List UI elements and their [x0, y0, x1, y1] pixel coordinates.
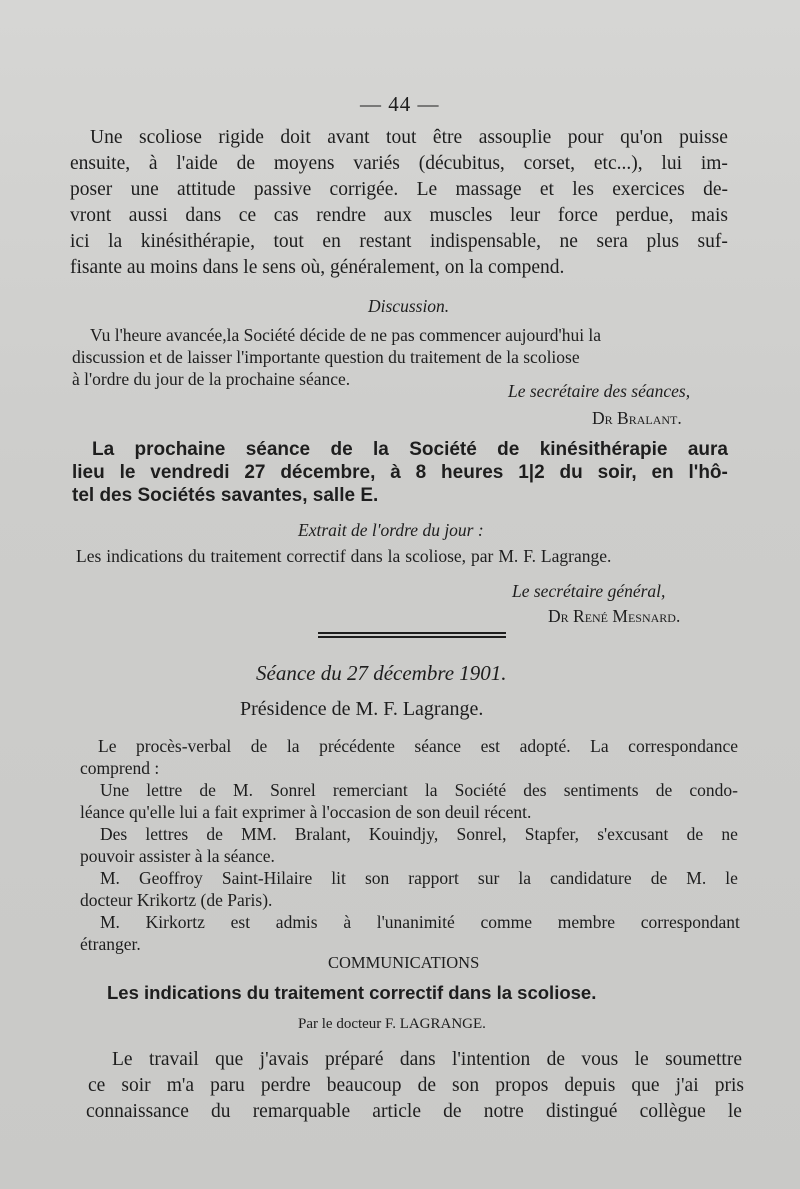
word: M. — [100, 868, 120, 888]
word: kinésithérapie — [539, 439, 668, 460]
word: l'intention — [452, 1049, 531, 1070]
word: corrigée. — [329, 179, 399, 200]
word: lit — [331, 868, 346, 888]
article-author: Par le docteur F. LAGRANGE. — [298, 1016, 486, 1032]
word: indispensable, — [429, 231, 541, 252]
word: plus — [646, 231, 679, 252]
word: attitude — [177, 179, 236, 200]
word: correspondant — [640, 912, 740, 932]
word: Kirkortz — [145, 912, 205, 932]
word: Des — [100, 824, 128, 844]
discussion-line-2: discussion et de laisser l'importante question du traitement de la scoliose — [72, 347, 580, 367]
word: ne — [721, 824, 738, 844]
intro-line-6: fisante au moins dans le sens où, généralement, on la compend. — [70, 257, 565, 278]
word: remerciant — [332, 780, 408, 800]
word: Sonrel — [270, 780, 316, 800]
word: notre — [483, 1101, 524, 1122]
word: préparé — [325, 1049, 384, 1070]
word: correspondance — [628, 736, 738, 756]
intro-line-4 — [70, 205, 728, 227]
word: comme — [480, 912, 533, 932]
word: travail — [148, 1049, 199, 1070]
proces-verbal-line-7 — [100, 868, 738, 889]
word: à — [390, 462, 401, 483]
word: ce — [238, 205, 257, 226]
word: de — [236, 153, 256, 174]
article-title: Les indications du traitement correctif dans la scoliose. — [107, 982, 597, 1003]
word: Geoffroy — [138, 868, 203, 888]
word: le — [119, 462, 136, 483]
word: de — [206, 824, 223, 844]
word: son — [452, 1075, 480, 1096]
word: adopté. — [519, 736, 571, 756]
word: pour — [567, 127, 604, 148]
word: à — [148, 153, 158, 174]
page-number: — 44 — — [360, 92, 440, 116]
word: admis — [275, 912, 318, 932]
proces-verbal-line-8: docteur Krikortz (de Paris). — [80, 890, 273, 910]
word: de — [199, 780, 216, 800]
word: exercices — [612, 179, 685, 200]
proces-verbal-line-1 — [98, 736, 738, 757]
body-line-1 — [112, 1049, 742, 1071]
word: pris — [714, 1075, 744, 1096]
word: vront — [70, 205, 112, 226]
proces-verbal-line-6: pouvoir assister à la séance. — [80, 846, 275, 866]
word: leur — [509, 205, 541, 226]
word: kinésithérapie, — [140, 231, 255, 252]
intro-line-2 — [70, 153, 728, 175]
word: Saint-Hilaire — [221, 868, 313, 888]
word: force — [557, 205, 598, 226]
word: scoliose — [139, 127, 202, 148]
word: de — [330, 439, 353, 460]
word: propos — [495, 1075, 549, 1096]
word: procès-verbal — [136, 736, 232, 756]
body-line-3 — [86, 1101, 742, 1123]
word: mais — [691, 205, 728, 226]
separator-rule-bottom — [318, 636, 506, 638]
discussion-signature-title: Le secrétaire des séances, — [508, 381, 691, 401]
word: séance — [414, 736, 462, 756]
word: la — [424, 780, 438, 800]
word: (décubitus, — [418, 153, 505, 174]
word: j'avais — [259, 1049, 309, 1070]
word: de — [686, 824, 704, 844]
word: Le — [112, 1049, 133, 1070]
word: soumettre — [665, 1049, 742, 1070]
word: Le — [98, 736, 117, 756]
word: aussi — [128, 205, 168, 226]
discussion-line-1: Vu l'heure avancée,la Société décide de ne pas commencer aujourd'hui la — [90, 325, 602, 345]
word: sentiments — [563, 780, 639, 800]
word: 27 — [244, 462, 266, 483]
word: connaissance — [86, 1101, 189, 1122]
word: condo- — [689, 780, 738, 800]
word: ensuite, — [70, 153, 131, 174]
word: rigide — [218, 127, 264, 148]
word: Sonrel, — [456, 824, 507, 844]
word: cas — [273, 205, 299, 226]
word: de — [650, 868, 668, 888]
discussion-heading: Discussion. — [368, 296, 450, 316]
word: aura — [687, 439, 728, 460]
extract-text: Les indications du traitement correctif dans la scoliose, par M. F. Lagrange. — [76, 546, 612, 566]
intro-line-5 — [70, 231, 728, 253]
word: de- — [703, 179, 728, 200]
word: soir — [121, 1075, 151, 1096]
word: son — [364, 868, 390, 888]
word: distingué — [545, 1101, 618, 1122]
word: avant — [327, 127, 370, 148]
word: MM. — [241, 824, 277, 844]
word: lieu — [72, 462, 105, 483]
discussion-line-3: à l'ordre du jour de la prochaine séance. — [72, 369, 351, 389]
word: le — [725, 868, 738, 888]
extract-heading: Extrait de l'ordre du jour : — [298, 520, 484, 540]
seance-title: Séance du 27 décembre 1901. — [256, 661, 507, 685]
communications-heading: COMMUNICATIONS — [328, 953, 480, 972]
word: tout — [386, 127, 417, 148]
announcement-signature-name: Dr René Mesnard. — [548, 606, 681, 626]
word: moyens — [273, 153, 335, 174]
word: vous — [581, 1049, 619, 1070]
word: la — [518, 868, 531, 888]
word: Société — [409, 439, 477, 460]
word: M. — [100, 912, 120, 932]
word: ici — [70, 231, 90, 252]
word: de — [443, 1101, 462, 1122]
word: assouplie — [478, 127, 552, 148]
word: passive — [253, 179, 312, 200]
word: s'excusant — [597, 824, 669, 844]
word: im- — [700, 153, 728, 174]
proces-verbal-line-4: léance qu'elle lui a fait exprimer à l'occasion de son deuil récent. — [80, 802, 532, 822]
word: M. — [686, 868, 707, 888]
word: tout — [273, 231, 304, 252]
discussion-signature-name: Dr Bralant. — [592, 408, 682, 428]
word: m'a — [166, 1075, 195, 1096]
word: suf- — [697, 231, 728, 252]
word: lui — [661, 153, 683, 174]
word: j'ai — [675, 1075, 699, 1096]
word: de — [497, 439, 520, 460]
word: sur — [477, 868, 500, 888]
word: à — [343, 912, 352, 932]
intro-line-3 — [70, 179, 728, 201]
word: est — [480, 736, 501, 756]
word: restant — [359, 231, 412, 252]
word: candidature — [550, 868, 632, 888]
word: Une — [90, 127, 123, 148]
word: de — [655, 780, 673, 800]
word: beaucoup — [326, 1075, 402, 1096]
word: perdre — [260, 1075, 311, 1096]
word: M. — [233, 780, 253, 800]
word: article — [372, 1101, 422, 1122]
word: Société — [454, 780, 507, 800]
word: massage — [455, 179, 522, 200]
word: l'hô- — [688, 462, 728, 483]
word: doit — [280, 127, 311, 148]
word: poser — [70, 179, 113, 200]
word: perdue, — [615, 205, 674, 226]
word: La — [92, 439, 115, 460]
announcement-signature-title: Le secrétaire général, — [512, 581, 666, 601]
word: aux — [383, 205, 412, 226]
word: et — [539, 179, 554, 200]
word: paru — [210, 1075, 245, 1096]
word: de — [250, 736, 268, 756]
word: le — [727, 1101, 742, 1122]
word: la — [108, 231, 123, 252]
word: les — [572, 179, 594, 200]
word: rapport — [408, 868, 459, 888]
word: de — [417, 1075, 436, 1096]
word: etc...), — [593, 153, 643, 174]
word: remarquable — [252, 1101, 351, 1122]
word: ce — [88, 1075, 106, 1096]
word: vendredi — [150, 462, 230, 483]
word: sera — [596, 231, 628, 252]
word: du — [211, 1101, 231, 1122]
word: puisse — [679, 127, 728, 148]
word: La — [590, 736, 609, 756]
word: précédente — [319, 736, 395, 756]
proces-verbal-line-9 — [100, 912, 740, 933]
word: Kouindjy, — [368, 824, 439, 844]
word: en — [322, 231, 341, 252]
word: Stapfer, — [524, 824, 579, 844]
word: être — [432, 127, 463, 148]
word: membre — [557, 912, 616, 932]
announcement-line-3: tel des Sociétés savantes, salle E. — [72, 485, 379, 506]
word: l'unanimité — [376, 912, 455, 932]
body-line-2 — [88, 1075, 744, 1097]
word: que — [215, 1049, 244, 1070]
word: prochaine — [134, 439, 226, 460]
announcement-line-2 — [72, 462, 728, 484]
word: variés — [353, 153, 400, 174]
word: Bralant, — [294, 824, 351, 844]
word: dans — [399, 1049, 436, 1070]
proces-verbal-line-10: étranger. — [80, 934, 141, 954]
word: le — [634, 1049, 649, 1070]
proces-verbal-line-5 — [100, 824, 738, 845]
word: ne — [559, 231, 578, 252]
word: l'aide — [176, 153, 218, 174]
word: que — [631, 1075, 660, 1096]
word: heures — [441, 462, 504, 483]
word: lettres — [145, 824, 189, 844]
word: collègue — [639, 1101, 706, 1122]
word: Une — [100, 780, 130, 800]
seance-presidence: Présidence de M. F. Lagrange. — [240, 698, 484, 720]
word: qu'on — [620, 127, 663, 148]
word: 8 — [415, 462, 427, 483]
word: décembre, — [280, 462, 376, 483]
word: du — [559, 462, 583, 483]
word: la — [286, 736, 300, 756]
intro-line-1 — [90, 127, 728, 149]
word: de — [546, 1049, 566, 1070]
word: des — [523, 780, 547, 800]
proces-verbal-line-2: comprend : — [80, 758, 160, 778]
word: une — [130, 179, 159, 200]
word: soir, — [597, 462, 637, 483]
word: 1|2 — [518, 462, 545, 483]
word: corset, — [523, 153, 576, 174]
announcement-line-1 — [92, 439, 728, 461]
word: en — [651, 462, 674, 483]
word: lettre — [146, 780, 183, 800]
word: la — [373, 439, 389, 460]
proces-verbal-line-3 — [100, 780, 738, 801]
word: dans — [185, 205, 222, 226]
word: muscles — [429, 205, 493, 226]
separator-rule-top — [318, 632, 506, 634]
word: rendre — [316, 205, 367, 226]
word: séance — [245, 439, 311, 460]
word: est — [230, 912, 251, 932]
word: Le — [416, 179, 438, 200]
word: depuis — [564, 1075, 616, 1096]
